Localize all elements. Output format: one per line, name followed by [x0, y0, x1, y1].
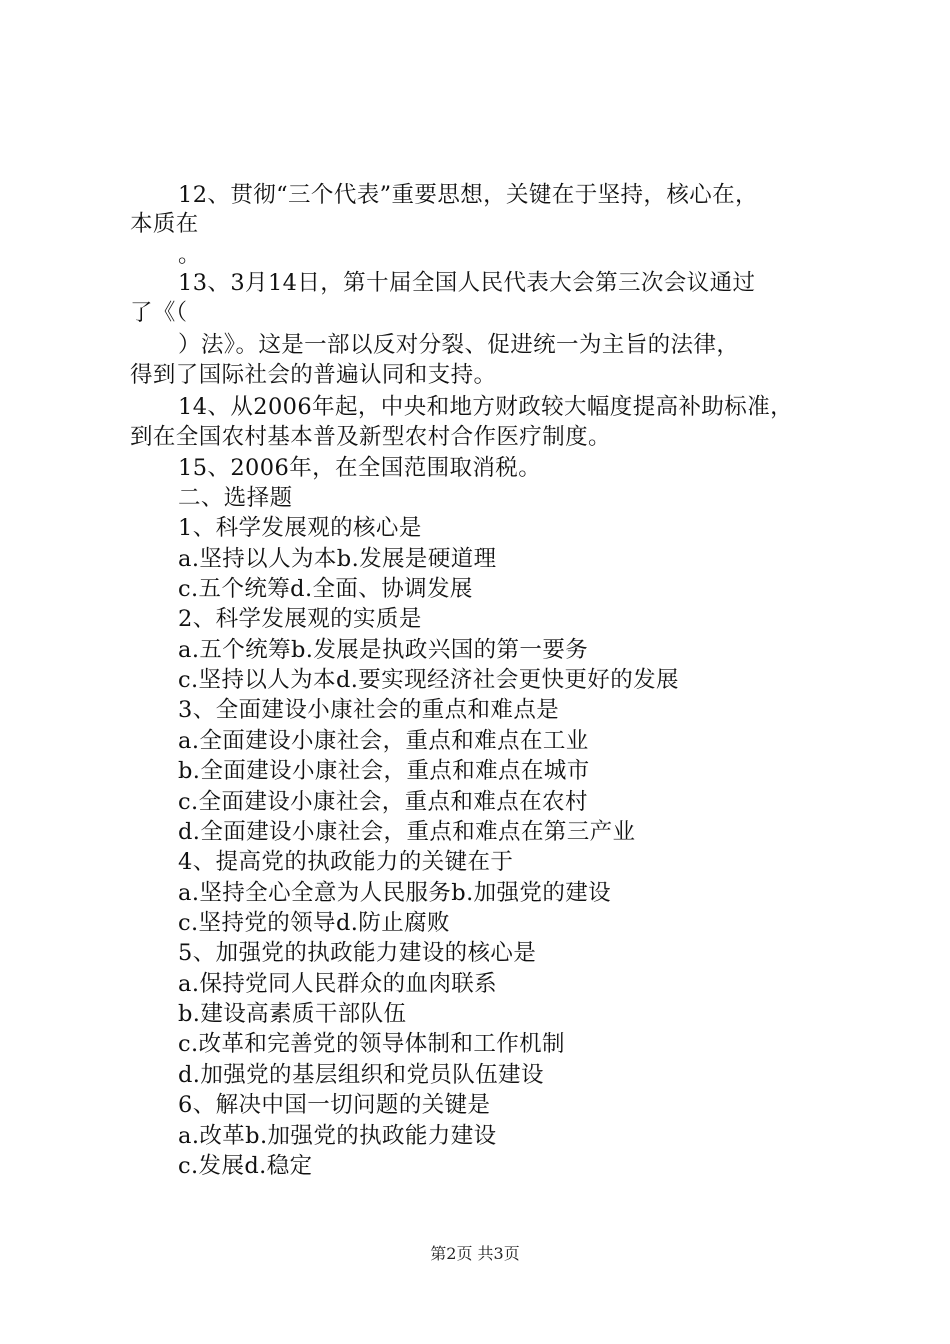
text-line: 。	[178, 242, 201, 268]
question: 5、加强党的执政能力建设的核心是	[178, 940, 537, 966]
question: 2、科学发展观的实质是	[178, 606, 422, 632]
text-line: 15、2006年，在全国范围取消税。	[178, 455, 542, 481]
option-line: a.坚持以人为本b.发展是硬道理	[178, 546, 497, 572]
question: 1、科学发展观的核心是	[178, 515, 422, 541]
option-line: d.加强党的基层组织和党员队伍建设	[178, 1062, 544, 1088]
text-line: ）法》。这是一部以反对分裂、促进统一为主旨的法律，	[178, 332, 740, 358]
text-line: 14、从2006年起，中央和地方财政较大幅度提高补助标准，	[178, 394, 793, 420]
question: 4、提高党的执政能力的关键在于	[178, 849, 514, 875]
question: 3、全面建设小康社会的重点和难点是	[178, 697, 560, 723]
text-line: 了《（	[130, 300, 188, 326]
option-line: a.全面建设小康社会，重点和难点在工业	[178, 728, 589, 754]
page-number: 第2页 共3页	[430, 1244, 520, 1263]
option-line: b.建设高素质干部队伍	[178, 1001, 407, 1027]
option-line: a.坚持全心全意为人民服务b.加强党的建设	[178, 880, 612, 906]
option-line: a.改革b.加强党的执政能力建设	[178, 1123, 497, 1149]
option-line: c.发展d.稳定	[178, 1153, 313, 1179]
option-line: c.全面建设小康社会，重点和难点在农村	[178, 789, 588, 815]
text-line: 得到了国际社会的普遍认同和支持。	[130, 362, 497, 388]
text-line: 13、3月14日，第十届全国人民代表大会第三次会议通过	[178, 270, 756, 296]
text-line: 到在全国农村基本普及新型农村合作医疗制度。	[130, 424, 611, 450]
option-line: a.保持党同人民群众的血肉联系	[178, 971, 498, 997]
text-line: 12、贯彻“三个代表”重要思想，关键在于坚持，核心在，	[178, 182, 758, 208]
option-line: d.全面建设小康社会，重点和难点在第三产业	[178, 819, 636, 845]
text-line: 本质在	[130, 211, 199, 237]
question: 6、解决中国一切问题的关键是	[178, 1092, 491, 1118]
option-line: c.坚持党的领导d.防止腐败	[178, 910, 450, 936]
option-line: a.五个统筹b.发展是执政兴国的第一要务	[178, 637, 589, 663]
section-heading: 二、选择题	[178, 485, 293, 511]
option-line: c.坚持以人为本d.要实现经济社会更快更好的发展	[178, 667, 679, 693]
option-line: c.五个统筹d.全面、协调发展	[178, 576, 473, 602]
option-line: c.改革和完善党的领导体制和工作机制	[178, 1031, 565, 1057]
option-line: b.全面建设小康社会，重点和难点在城市	[178, 758, 590, 784]
